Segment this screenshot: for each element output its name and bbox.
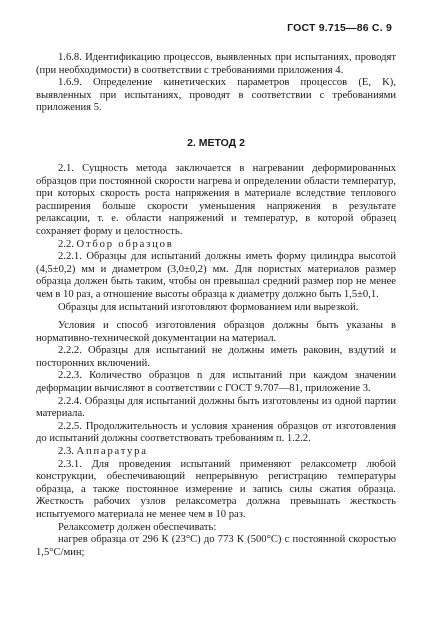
page-header: ГОСТ 9.715—86 С. 9 bbox=[287, 22, 392, 34]
paragraph-2-2-1: 2.2.1. Образцы для испытаний должны иметь форму цилиндра высотой (4,5±0,2) мм и диаметром (3,0±0,2) мм. Для пористых материалов размер образца должен быть таким, чтобы он превышал средний размер пор не менее чем в 10 раз, а отношение высоты образца к диаметру должно быть 1,5±0,1. bbox=[36, 251, 396, 300]
paragraph-1-6-9: 1.6.9. Определение кинетических параметров процессов (E, K), выявленных при испытаниях, проводят в соответствии с требованиями приложения 5. bbox=[36, 77, 396, 114]
subsection-2-2-label: Отбор образцов bbox=[76, 238, 174, 250]
paragraph-1-6-8: 1.6.8. Идентификацию процессов, выявленных при испытаниях, проводят (при необходимости) в соответствии с требованиями приложения 4. bbox=[36, 52, 396, 76]
paragraph-2-2-3: 2.2.3. Количество образцов n для испытаний при каждом значении деформации вычисляют в соответствии с ГОСТ 9.707—81, приложение 3. bbox=[36, 370, 396, 395]
paragraph-2-1: 2.1. Сущность метода заключается в нагревании деформированных образцов при постоянной скорости нагрева и определении области температур, при которых скорость роста напряжения в материале вследствие теплового расширения больше скорости уменьшения напряжения в результате релаксации, т. е. области напряжений и температур, в которой образец сохраняет форму и целостность. bbox=[36, 162, 396, 237]
subsection-2-2-heading bbox=[36, 239, 396, 252]
subsection-2-2-number: 2.2. bbox=[58, 238, 74, 250]
document-body bbox=[36, 52, 396, 559]
paragraph-2-2-1-b: Образцы для испытаний изготовляют формованием или вырезкой. bbox=[58, 301, 359, 313]
paragraph-2-3-1-b: Релаксометр должен обеспечивать: bbox=[58, 521, 217, 533]
subsection-2-3-heading bbox=[36, 446, 396, 459]
paragraph-2-3-1: 2.3.1. Для проведения испытаний применяют релаксометр любой конструкции, обеспечивающий непрерывную регистрацию температуры образца, а также постоянное измерение и запись силы сжатия образца. Жесткость рабочих узлов релаксометра должна превышать жесткость испытуемого материала не менее чем в 10 раз. bbox=[36, 458, 396, 520]
subsection-2-3-number: 2.3. bbox=[58, 446, 74, 458]
paragraph-2-3-1-c: нагрев образца от 296 К (23°С) до 773 К (500°С) с постоянной скоростью 1,5°С/мин; bbox=[36, 534, 396, 558]
paragraph-2-2-4: 2.2.4. Образцы для испытаний должны быть изготовлены из одной партии материала. bbox=[36, 395, 396, 420]
paragraph-2-2-2: 2.2.2. Образцы для испытаний не должны иметь раковин, вздутий и посторонних включений. bbox=[36, 345, 396, 369]
paragraph-2-2-5: 2.2.5. Продолжительность и условия хранения образцов от изготовления до испытаний должны соответствовать требованиям п. 1.2.2. bbox=[36, 420, 396, 445]
paragraph-2-2-1-c: Условия и способ изготовления образцов должны быть указаны в нормативно-технической документации на материал. bbox=[36, 320, 396, 344]
subsection-2-3-label: Аппаратура bbox=[76, 446, 148, 458]
section-title: 2. МЕТОД 2 bbox=[187, 136, 245, 149]
